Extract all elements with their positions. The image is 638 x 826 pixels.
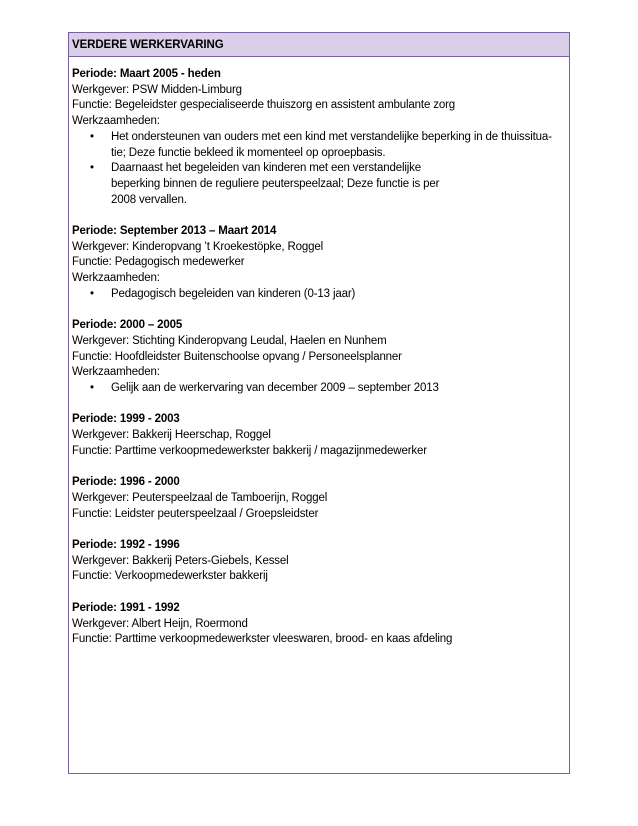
entry-period: Periode: 1999 - 2003	[72, 413, 180, 426]
task-item: • Gelijk aan de werkervaring van december 2009 – september 2013	[72, 381, 569, 397]
entry-function: Functie: Hoofdleidster Buitenschoolse opvang / Personeelsplanner	[72, 350, 402, 363]
experience-list	[69, 57, 569, 648]
experience-entry-bakkerij-heerschap	[72, 412, 569, 459]
task-item: • Daarnaast het begeleiden van kinderen met een verstandelijke beperking binnen de reguliere peuterspeelzaal; Deze functie is per 2008 vervallen.	[72, 161, 491, 208]
entry-function: Functie: Verkoopmedewerkster bakkerij	[72, 570, 268, 583]
entry-employer: Werkgever: Kinderopvang ’t Kroekestöpke, Roggel	[72, 240, 323, 253]
entry-tasks-label: Werkzaamheden:	[72, 272, 160, 285]
entry-employer: Werkgever: Stichting Kinderopvang Leudal, Haelen en Nunhem	[72, 334, 387, 347]
experience-entry-bakkerij-peters-giebels	[72, 538, 569, 585]
experience-entry-psw	[72, 67, 569, 208]
entry-employer: Werkgever: Bakkerij Peters-Giebels, Kessel	[72, 554, 289, 567]
experience-entry-peuterspeelzaal	[72, 475, 569, 522]
work-experience-box	[68, 32, 570, 774]
entry-task-list	[72, 381, 569, 397]
entry-period: Periode: 1991 - 1992	[72, 601, 180, 614]
entry-task-list	[72, 130, 569, 209]
entry-employer: Werkgever: Peuterspeelzaal de Tamboerijn, Roggel	[72, 491, 328, 504]
task-item: • Pedagogisch begeleiden van kinderen (0-13 jaar)	[72, 287, 569, 303]
section-title: VERDERE WERKERVARING	[69, 33, 569, 57]
entry-task-list	[72, 287, 569, 303]
entry-function: Functie: Begeleidster gespecialiseerde thuiszorg en assistent ambulante zorg	[72, 99, 456, 112]
entry-employer: Werkgever: PSW Midden-Limburg	[72, 83, 242, 96]
entry-period: Periode: Maart 2005 - heden	[72, 68, 221, 80]
entry-period: Periode: 1992 - 1996	[72, 539, 180, 552]
entry-function: Functie: Leidster peuterspeelzaal / Groepsleidster	[72, 507, 319, 520]
experience-entry-kinderopvang-roggel	[72, 224, 569, 303]
entry-function: Functie: Parttime verkoopmedewerkster bakkerij / magazijnmedewerker	[72, 444, 427, 457]
entry-tasks-label: Werkzaamheden:	[72, 115, 160, 128]
entry-employer: Werkgever: Bakkerij Heerschap, Roggel	[72, 429, 271, 442]
entry-function: Functie: Pedagogisch medewerker	[72, 256, 245, 269]
entry-employer: Werkgever: Albert Heijn, Roermond	[72, 617, 248, 630]
experience-entry-kinderopvang-leudal	[72, 318, 569, 397]
entry-period: Periode: September 2013 – Maart 2014	[72, 225, 277, 238]
entry-function: Functie: Parttime verkoopmedewerkster vleeswaren, brood- en kaas afdeling	[72, 633, 453, 646]
experience-entry-albert-heijn	[72, 601, 569, 648]
task-item: • Het ondersteunen van ouders met een kind met verstandelijke beperking in de thuissitua- tie; Deze functie bekleed ik momenteel op oproepbasis.	[72, 130, 569, 161]
entry-tasks-label: Werkzaamheden:	[72, 366, 160, 379]
entry-period: Periode: 1996 - 2000	[72, 476, 180, 489]
entry-period: Periode: 2000 – 2005	[72, 319, 183, 332]
